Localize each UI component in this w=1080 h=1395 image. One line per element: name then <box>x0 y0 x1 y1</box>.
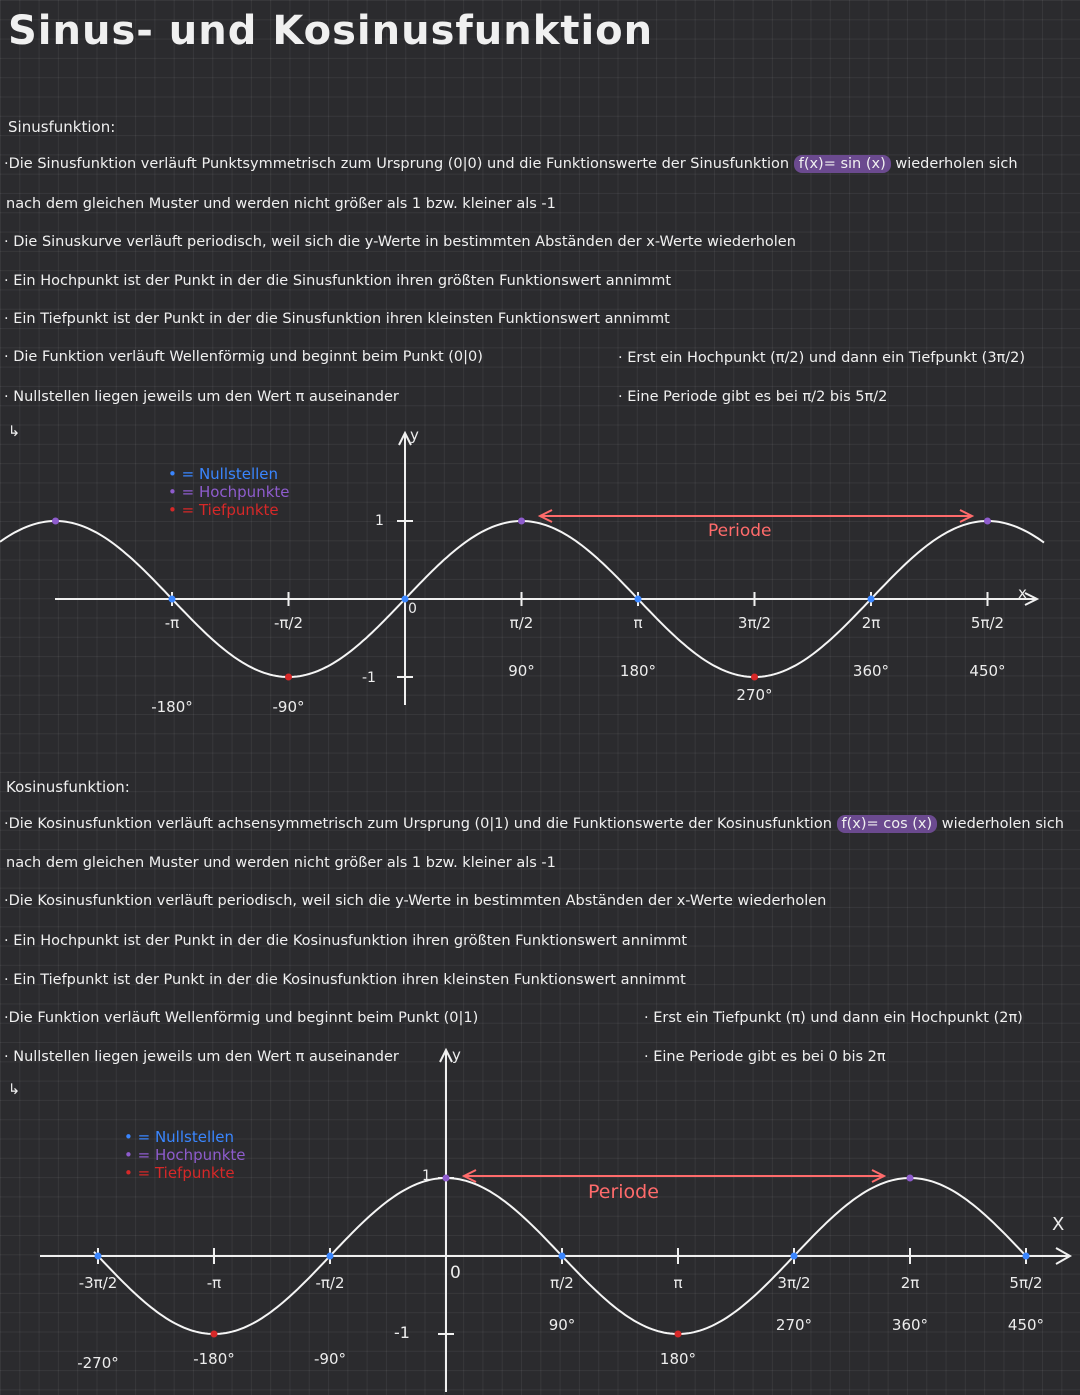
kosinus-line-1-text: ·Die Kosinusfunktion verläuft achsensymmetrisch zum Ursprung (0|1) und die Funktionswerte der Kosinusfunktion <box>4 816 832 832</box>
page-title: Sinus- und Kosinusfunktion <box>8 8 654 54</box>
legend-tiefpunkte: • = Tiefpunkte <box>168 501 279 519</box>
kosinus-deg-label: 180° <box>659 1350 697 1368</box>
kosinus-x-tick-label: π <box>673 1274 683 1292</box>
sinus-heading: Sinusfunktion: <box>8 118 116 136</box>
kosinus-tiefpunkt-point <box>675 1331 682 1338</box>
sinus-deg-label: 360° <box>852 662 890 680</box>
kosinus-deg-label: 450° <box>1007 1316 1045 1334</box>
sinus-line-3: · Die Sinuskurve verläuft periodisch, weil sich die y-Werte in bestimmten Abständen der x-Werte wiederholen <box>4 234 796 250</box>
sinus-deg-label: -90° <box>272 698 305 716</box>
sinus-line-7: · Nullstellen liegen jeweils um den Wert π auseinander <box>4 389 399 405</box>
kosinus-line-3: ·Die Kosinusfunktion verläuft periodisch, weil sich die y-Werte in bestimmten Abständen der x-Werte wiederholen <box>4 893 827 909</box>
kosinus-deg-label: -90° <box>314 1350 346 1368</box>
sinus-y-label: y <box>410 426 419 444</box>
kosinus-deg-label: -270° <box>77 1354 119 1372</box>
sinus-deg-label: 450° <box>969 662 1006 680</box>
sinus-line-4: · Ein Hochpunkt ist der Punkt in der die Sinusfunktion ihren größten Funktionswert annimmt <box>4 273 672 289</box>
kosinus-x-tick-label: 2π <box>900 1274 920 1292</box>
kosinus-line-6: ·Die Funktion verläuft Wellenförmig und beginnt beim Punkt (0|1) <box>4 1010 479 1026</box>
kosinus-deg-label: 270° <box>775 1316 813 1334</box>
sinus-tiefpunkt-point <box>285 674 292 681</box>
kosinus-x-tick-label: 3π/2 <box>777 1274 811 1292</box>
sinus-formula: f(x)= sin (x) <box>794 155 891 173</box>
kosinus-x-tick-label: 5π/2 <box>1009 1274 1043 1292</box>
kosinus-line-5: · Ein Tiefpunkt ist der Punkt in der die Kosinusfunktion ihren kleinsten Funktionswert annimmt <box>4 972 686 988</box>
legend-nullstellen: • = Nullstellen <box>168 465 279 483</box>
sinus-arrow-icon: ↳ <box>8 424 21 440</box>
sinus-x-tick-label: π <box>633 614 643 632</box>
sinus-deg-label: -180° <box>151 698 193 716</box>
sinus-nullstelle-point <box>402 596 409 603</box>
sinus-nullstelle-point <box>635 596 642 603</box>
kosinus-origin-label: 0 <box>450 1263 461 1283</box>
sinus-side-2: · Eine Periode gibt es bei π/2 bis 5π/2 <box>618 389 888 405</box>
kosinus-deg-label: 360° <box>891 1316 929 1334</box>
kosinus-line-1 <box>4 816 1064 832</box>
kosinus-nullstelle-point <box>1023 1253 1030 1260</box>
legend-hochpunkte: • = Hochpunkte <box>168 483 290 501</box>
kosinus-x-tick-label: π/2 <box>550 1274 574 1292</box>
sinus-x-label: x <box>1018 584 1027 602</box>
kosinus-periode-label: Periode <box>588 1181 659 1203</box>
sinus-y-tick-label-1: 1 <box>375 513 384 529</box>
sinus-line-1-end: wiederholen sich <box>895 156 1018 172</box>
sinus-line-1 <box>4 156 1018 172</box>
kosinus-tiefpunkt-point <box>211 1331 218 1338</box>
sinus-line-5: · Ein Tiefpunkt ist der Punkt in der die Sinusfunktion ihren kleinsten Funktionswert annimmt <box>4 311 670 327</box>
kosinus-x-tick-label: -π/2 <box>315 1274 345 1292</box>
sinus-hochpunkt-point <box>518 518 525 525</box>
sinus-side-1: · Erst ein Hochpunkt (π/2) und dann ein Tiefpunkt (3π/2) <box>618 350 1026 366</box>
kosinus-heading: Kosinusfunktion: <box>6 778 130 796</box>
kosinus-x-tick-label: -3π/2 <box>78 1274 118 1292</box>
kosinus-line-7: · Nullstellen liegen jeweils um den Wert π auseinander <box>4 1049 399 1065</box>
legend-tiefpunkte: • = Tiefpunkte <box>124 1164 235 1182</box>
sinus-deg-label: 180° <box>619 662 657 680</box>
kosinus-arrow-icon: ↳ <box>8 1082 21 1098</box>
sinus-nullstelle-point <box>868 596 875 603</box>
sinus-line-6: · Die Funktion verläuft Wellenförmig und beginnt beim Punkt (0|0) <box>4 349 483 365</box>
kosinus-x-label: X <box>1052 1214 1065 1235</box>
sinus-line-1-text: ·Die Sinusfunktion verläuft Punktsymmetrisch zum Ursprung (0|0) und die Funktionswerte der Sinusfunktion <box>4 156 790 172</box>
sinus-y-tick-label-minus1: -1 <box>362 670 376 686</box>
kosinus-deg-label: -180° <box>193 1350 235 1368</box>
kosinus-formula: f(x)= cos (x) <box>837 815 938 833</box>
sinus-x-tick-label: -π/2 <box>273 614 304 632</box>
sinus-deg-label: 270° <box>736 686 773 704</box>
sinus-hochpunkt-point <box>984 518 991 525</box>
kosinus-y-tick-label-1: 1 <box>422 1168 431 1184</box>
sinus-deg-label: 90° <box>508 662 535 680</box>
kosinus-side-1: · Erst ein Tiefpunkt (π) und dann ein Hochpunkt (2π) <box>644 1010 1023 1026</box>
sinus-origin-label: 0 <box>408 601 417 617</box>
kosinus-line-1-end: wiederholen sich <box>941 816 1064 832</box>
kosinus-line-2: nach dem gleichen Muster und werden nicht größer als 1 bzw. kleiner als -1 <box>6 855 556 871</box>
kosinus-nullstelle-point <box>559 1253 566 1260</box>
kosinus-deg-label: 90° <box>548 1316 576 1334</box>
sinus-line-2: nach dem gleichen Muster und werden nicht größer als 1 bzw. kleiner als -1 <box>6 196 556 212</box>
sinus-x-tick-label: -π <box>164 614 180 632</box>
kosinus-x-tick-label: -π <box>206 1274 222 1292</box>
kosinus-hochpunkt-point <box>443 1175 450 1182</box>
sinus-periode-label: Periode <box>708 521 772 541</box>
kosinus-y-tick-label-minus1: -1 <box>394 1323 410 1342</box>
kosinus-nullstelle-point <box>791 1253 798 1260</box>
sinus-graph <box>0 420 1080 730</box>
kosinus-graph <box>0 1040 1080 1395</box>
kosinus-nullstelle-point <box>95 1253 102 1260</box>
legend-hochpunkte: • = Hochpunkte <box>124 1146 246 1164</box>
sinus-x-tick-label: 3π/2 <box>737 614 772 632</box>
sinus-x-tick-label: 5π/2 <box>970 614 1005 632</box>
sinus-nullstelle-point <box>169 596 176 603</box>
kosinus-nullstelle-point <box>327 1253 334 1260</box>
sinus-x-tick-label: π/2 <box>509 614 534 632</box>
kosinus-line-4: · Ein Hochpunkt ist der Punkt in der die Kosinusfunktion ihren größten Funktionswert annimmt <box>4 933 688 949</box>
sinus-hochpunkt-point <box>52 518 59 525</box>
sinus-tiefpunkt-point <box>751 674 758 681</box>
kosinus-side-2: · Eine Periode gibt es bei 0 bis 2π <box>644 1049 886 1065</box>
legend-nullstellen: • = Nullstellen <box>124 1128 235 1146</box>
kosinus-y-label: y <box>452 1046 461 1064</box>
sinus-x-tick-label: 2π <box>861 614 881 632</box>
kosinus-hochpunkt-point <box>907 1175 914 1182</box>
